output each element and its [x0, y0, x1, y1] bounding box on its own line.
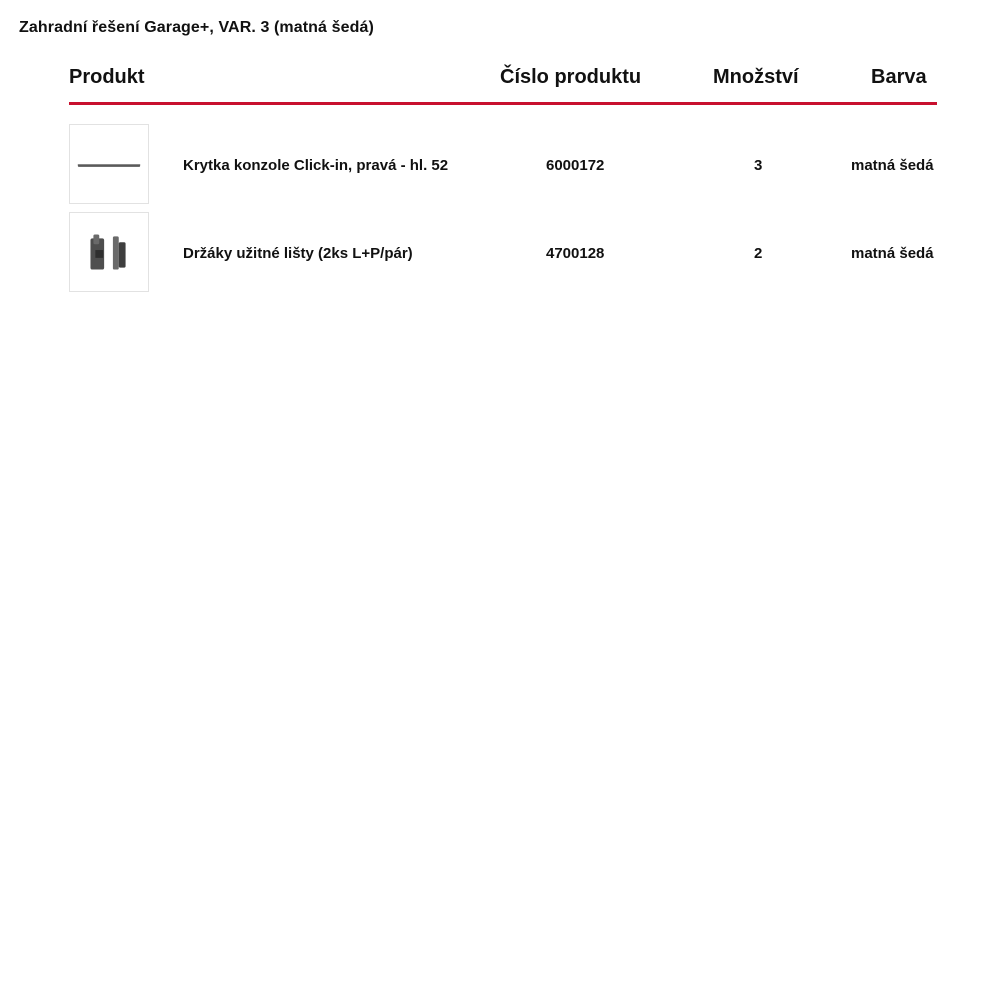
product-image — [69, 124, 149, 204]
product-quantity: 3 — [754, 157, 763, 174]
product-number: 4700128 — [546, 245, 605, 262]
product-image — [69, 212, 149, 292]
header-product-number: Číslo produktu — [500, 66, 642, 88]
table-row — [69, 212, 969, 294]
product-name: Krytka konzole Click-in, pravá - hl. 52 — [183, 157, 449, 174]
header-color: Barva — [871, 66, 927, 88]
table-header — [69, 66, 937, 106]
document-title: Zahradní řešení Garage+, VAR. 3 (matná šedá) — [19, 19, 374, 36]
header-quantity: Množství — [713, 66, 799, 88]
product-number: 6000172 — [546, 157, 605, 174]
product-quantity: 2 — [754, 245, 763, 262]
rail-holders-image-icon — [70, 213, 148, 291]
product-name: Držáky užitné lišty (2ks L+P/pár) — [183, 245, 413, 262]
rail-cover-image-icon — [70, 125, 148, 203]
product-color: matná šedá — [851, 157, 934, 174]
header-divider — [69, 102, 937, 105]
table-row — [69, 124, 969, 206]
header-product: Produkt — [69, 66, 145, 88]
product-color: matná šedá — [851, 245, 934, 262]
